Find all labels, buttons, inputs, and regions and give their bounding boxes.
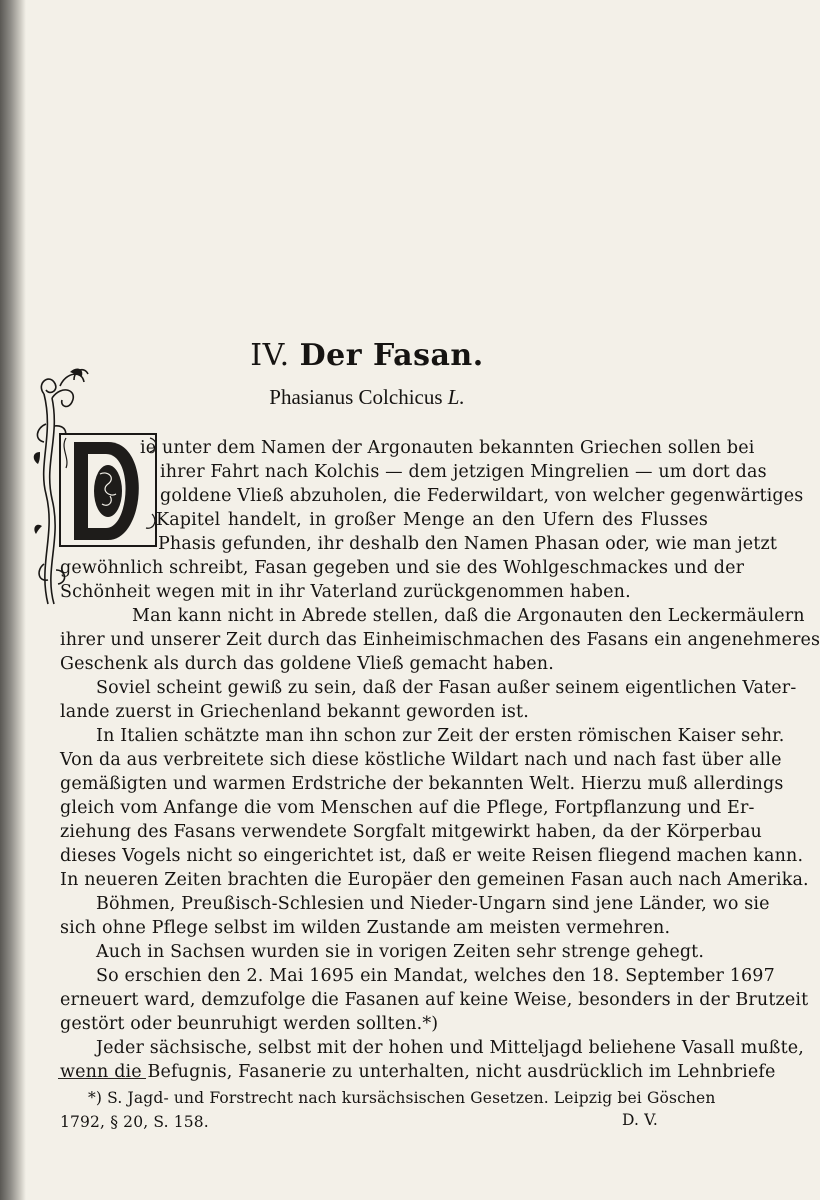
scientific-name-text: Phasianus Colchicus — [269, 385, 443, 409]
text-line: dieses Vogels nicht so eingerichtet ist, daß er weite Reisen fliegend machen kann. — [60, 846, 804, 866]
text-line: Geschenk als durch das goldene Vließ gemacht haben. — [60, 654, 554, 674]
text-line: sich ohne Pflege selbst im wilden Zustande am meisten vermehren. — [60, 918, 671, 938]
text-line: goldene Vließ abzuholen, die Federwildart, von welcher gegenwärtiges — [160, 486, 804, 506]
text-line: erneuert ward, demzufolge die Fasanen auf keine Weise, besonders in der Brutzeit — [60, 990, 809, 1010]
text-line: ihrer und unserer Zeit durch das Einheimischmachen des Fasans ein angenehmeres — [60, 630, 820, 650]
chapter-numeral: IV. — [250, 338, 290, 373]
text-line: So erschien den 2. Mai 1695 ein Mandat, welches den 18. September 1697 — [96, 966, 775, 986]
text-line: Schönheit wegen mit in ihr Vaterland zurückgenommen haben. — [60, 582, 631, 602]
text-line: gestört oder beunruhigt werden sollten.*) — [60, 1014, 439, 1034]
footnote-line: 1792, § 20, S. 158. — [60, 1113, 209, 1131]
text-line: Jeder sächsische, selbst mit der hohen und Mitteljagd beliehene Vasall mußte, — [96, 1038, 804, 1058]
text-line: Von da aus verbreitete sich diese köstliche Wildart nach und nach fast über alle — [60, 750, 782, 770]
text-line: In Italien schätzte man ihn schon zur Zeit der ersten römischen Kaiser sehr. — [96, 726, 785, 746]
footnote-divider — [58, 1078, 146, 1079]
text-line: Phasis gefunden, ihr deshalb den Namen Phasan oder, wie man jetzt — [158, 534, 778, 554]
text-line: ziehung des Fasans verwendete Sorgfalt mitgewirkt haben, da der Körperbau — [60, 822, 762, 842]
text-line: lande zuerst in Griechenland bekannt geworden ist. — [60, 702, 529, 722]
text-line: Auch in Sachsen wurden sie in vorigen Zeiten sehr strenge gehegt. — [96, 942, 705, 962]
footnote-line: *) S. Jagd- und Forstrecht nach kursächsischen Gesetzen. Leipzig bei Göschen — [88, 1089, 716, 1107]
text-line: Soviel scheint gewiß zu sein, daß der Fasan außer seinem eigentlichen Vater- — [96, 678, 797, 698]
footnote-signature: D. V. — [622, 1111, 658, 1129]
text-line: Man kann nicht in Abrede stellen, daß die Argonauten den Leckermäulern — [132, 606, 805, 626]
text-line: ihrer Fahrt nach Kolchis — dem jetzigen Mingrelien — um dort das — [160, 462, 767, 482]
chapter-title: Der Fasan. — [299, 338, 484, 373]
text-line: ie unter dem Namen der Argonauten bekannten Griechen sollen bei — [140, 438, 755, 458]
scientific-name-author: L. — [447, 385, 465, 409]
text-line: Böhmen, Preußisch-Schlesien und Nieder-Ungarn sind jene Länder, wo sie — [96, 894, 770, 914]
text-line: gemäßigten und warmen Erdstriche der bekannten Welt. Hierzu muß allerdings — [60, 774, 784, 794]
text-line: In neueren Zeiten brachten die Europäer den gemeinen Fasan auch nach Amerika. — [60, 870, 809, 890]
text-line: gewöhnlich schreibt, Fasan gegeben und sie des Wohlgeschmackes und der — [60, 558, 745, 578]
text-line: gleich vom Anfange die vom Menschen auf die Pflege, Fortpflanzung und Er- — [60, 798, 755, 818]
text-line: wenn die Befugnis, Fasanerie zu unterhalten, nicht ausdrücklich im Lehnbriefe — [60, 1062, 776, 1082]
text-line: Kapitel handelt, in großer Menge an den Ufern des Flusses — [156, 510, 708, 530]
